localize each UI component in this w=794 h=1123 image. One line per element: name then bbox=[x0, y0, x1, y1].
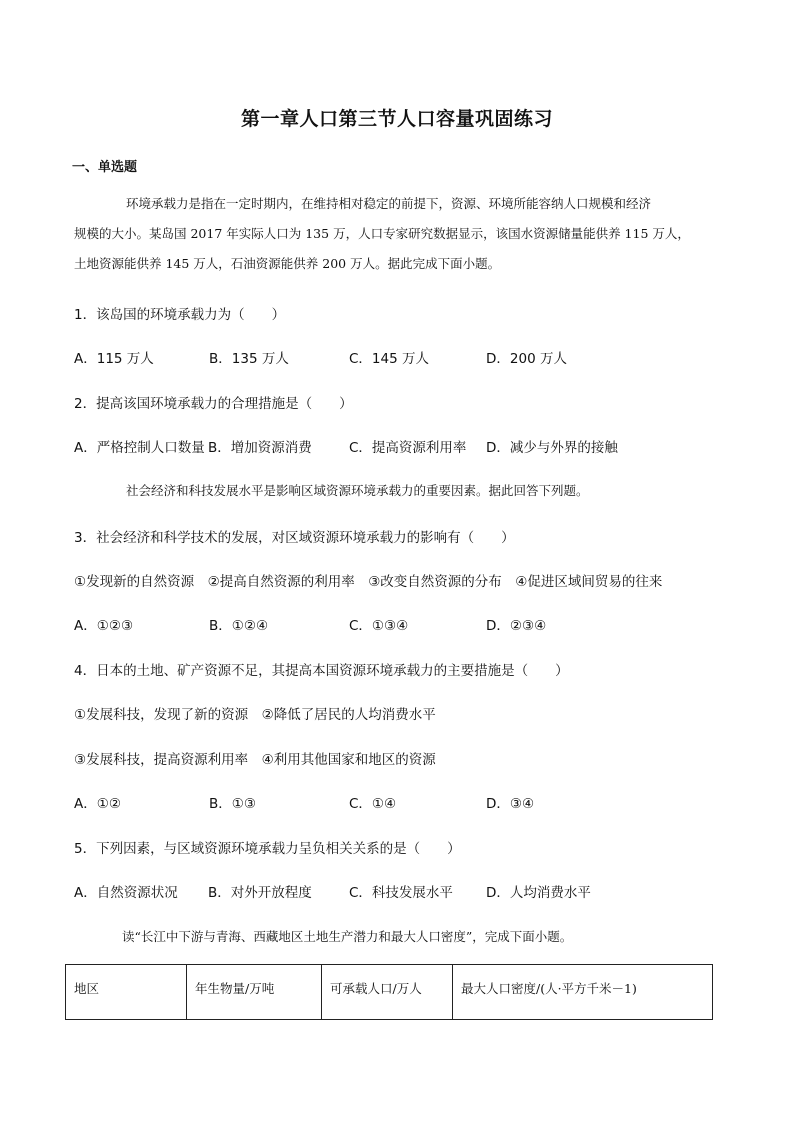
option-a[interactable]: A．严格控制人口数量 bbox=[74, 440, 205, 456]
option-d[interactable]: D．减少与外界的接触 bbox=[486, 440, 618, 456]
table-header-cell: 可承载人口/万人 bbox=[322, 965, 453, 1020]
option-c[interactable]: C．①④ bbox=[349, 796, 397, 812]
option-b[interactable]: B．增加资源消费 bbox=[208, 440, 312, 456]
question-4-stem: 4．日本的土地、矿产资源不足，其提高本国资源环境承载力的主要措施是（ ） bbox=[74, 663, 569, 679]
option-c[interactable]: C．①③④ bbox=[349, 618, 409, 634]
option-d[interactable]: D．③④ bbox=[486, 796, 535, 812]
option-b[interactable]: B．①③ bbox=[209, 796, 256, 812]
question-5-stem: 5．下列因素，与区域资源环境承载力呈负相关关系的是（ ） bbox=[74, 841, 461, 857]
option-c[interactable]: C．145 万人 bbox=[349, 351, 429, 367]
table-header-row bbox=[66, 965, 713, 1020]
option-b[interactable]: B．①②④ bbox=[209, 618, 269, 634]
question-4-items: ①发展科技，发现了新的资源 ②降低了居民的人均消费水平 bbox=[74, 707, 436, 723]
option-d[interactable]: D．200 万人 bbox=[486, 351, 567, 367]
data-table bbox=[65, 964, 713, 1020]
question-3-items: ①发现新的自然资源 ②提高自然资源的利用率 ③改变自然资源的分布 ④促进区域间贸易的往来 bbox=[74, 574, 663, 590]
option-c[interactable]: C．科技发展水平 bbox=[349, 885, 453, 901]
option-a[interactable]: A．自然资源状况 bbox=[74, 885, 178, 901]
option-b[interactable]: B．135 万人 bbox=[209, 351, 289, 367]
passage-line: 环境承载力是指在一定时期内，在维持相对稳定的前提下，资源、环境所能容纳人口规模和经济 bbox=[126, 196, 652, 211]
option-b[interactable]: B．对外开放程度 bbox=[208, 885, 312, 901]
table-header-cell: 地区 bbox=[66, 965, 187, 1020]
option-c[interactable]: C．提高资源利用率 bbox=[349, 440, 467, 456]
option-d[interactable]: D．②③④ bbox=[486, 618, 547, 634]
reading-passage-2: 社会经济和科技发展水平是影响区域资源环境承载力的重要因素。据此回答下列题。 bbox=[126, 483, 589, 498]
table-header-cell: 年生物量/万吨 bbox=[187, 965, 322, 1020]
option-a[interactable]: A．①②③ bbox=[74, 618, 134, 634]
table-header-cell: 最大人口密度/(人·平方千米－1) bbox=[453, 965, 713, 1020]
question-2-stem: 2．提高该国环境承载力的合理措施是（ ） bbox=[74, 396, 353, 412]
passage-line: 规模的大小。某岛国 2017 年实际人口为 135 万，人口专家研究数据显示，该国水资源储量能供养 115 万人， bbox=[74, 226, 690, 241]
option-d[interactable]: D．人均消费水平 bbox=[486, 885, 591, 901]
page-title: 第一章人口第三节人口容量巩固练习 bbox=[240, 108, 553, 130]
question-1-stem: 1．该岛国的环境承载力为（ ） bbox=[74, 307, 286, 323]
reading-passage-3: 读“长江中下游与青海、西藏地区土地生产潜力和最大人口密度”，完成下面小题。 bbox=[122, 929, 573, 944]
option-a[interactable]: A．115 万人 bbox=[74, 351, 154, 367]
section-heading: 一、单选题 bbox=[72, 160, 138, 175]
passage-line: 土地资源能供养 145 万人，石油资源能供养 200 万人。据此完成下面小题。 bbox=[74, 256, 501, 271]
question-3-stem: 3．社会经济和科学技术的发展，对区域资源环境承载力的影响有（ ） bbox=[74, 530, 515, 546]
reading-passage-1 bbox=[74, 189, 724, 279]
option-a[interactable]: A．①② bbox=[74, 796, 121, 812]
question-4-items: ③发展科技，提高资源利用率 ④利用其他国家和地区的资源 bbox=[74, 752, 436, 768]
